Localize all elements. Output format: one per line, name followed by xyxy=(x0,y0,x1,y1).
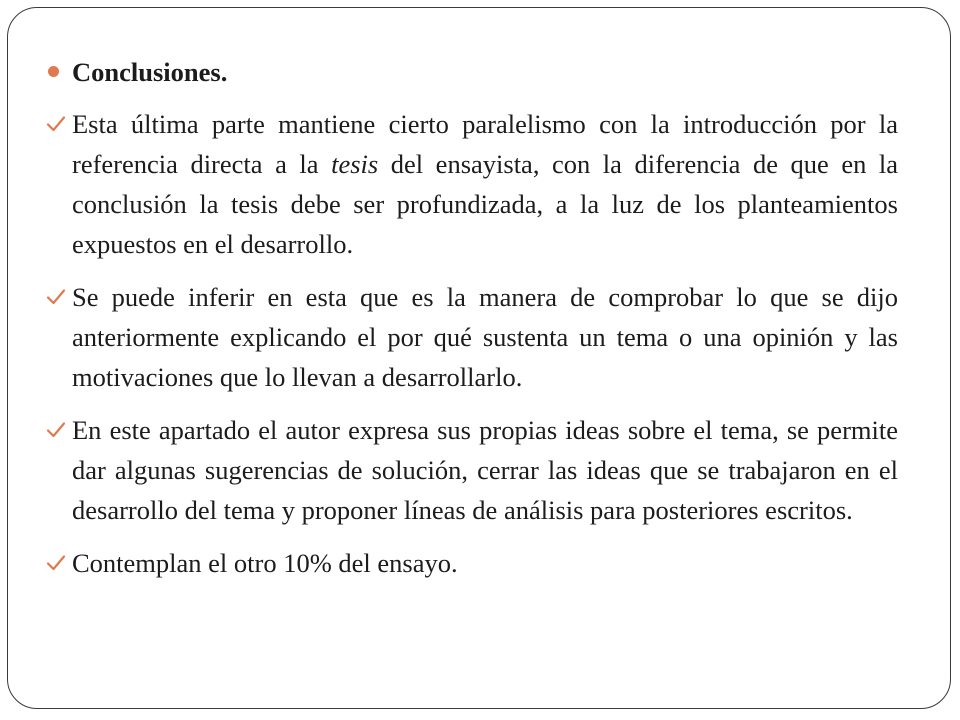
bullet-text-2: Se puede inferir en esta que es la manera de comprobar lo que se dijo anteriormente explicando el por qué sustenta un tema o una opinión y las motivaciones que lo llevan a desarrollarlo. xyxy=(72,282,898,392)
slide-content xyxy=(52,52,898,596)
checkmark-icon xyxy=(46,553,66,573)
bullet-text-1: Esta última parte mantiene cierto paralelismo con la introducción por la referencia directa a la tesis del ensayista, con la diferencia de que en la conclusión la tesis debe ser profundizada, a la luz de los planteamientos expuestos en el desarrollo. xyxy=(72,109,899,259)
bullet-item-3 xyxy=(52,410,898,530)
bullet-item-2 xyxy=(52,277,898,397)
bullet-text-4: Contemplan el otro 10% del ensayo. xyxy=(72,548,458,578)
bullet-text-3: En este apartado el autor expresa sus propias ideas sobre el tema, se permite dar algunas sugerencias de solución, cerrar las ideas que se trabajaron en el desarrollo del tema y proponer líneas de análisis para posteriores escritos. xyxy=(72,415,898,525)
slide-heading: Conclusiones. xyxy=(72,57,228,87)
heading-item xyxy=(52,52,898,92)
slide-frame xyxy=(7,7,951,709)
emphasis-tesis: tesis xyxy=(331,149,379,179)
checkmark-icon xyxy=(46,114,66,134)
bullet-item-4 xyxy=(52,543,898,583)
orange-dot-icon xyxy=(48,66,59,77)
bullet-item-1 xyxy=(52,104,898,264)
checkmark-icon xyxy=(46,420,66,440)
checkmark-icon xyxy=(46,287,66,307)
